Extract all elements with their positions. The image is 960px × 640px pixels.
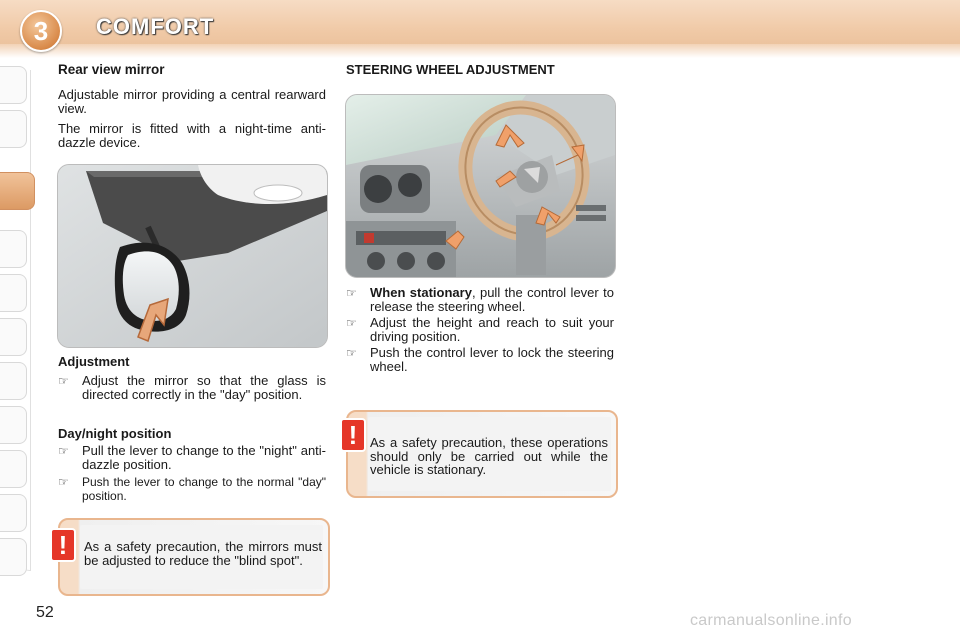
daynight-bullet-1-text: Pull the lever to change to the "night" anti-dazzle position. — [82, 443, 326, 472]
chapter-title: COMFORT — [96, 14, 215, 39]
daynight-bullet-1 — [58, 444, 326, 472]
steering-heading: STEERING WHEEL ADJUSTMENT — [346, 62, 555, 77]
mirror-warning-box — [58, 518, 330, 596]
steering-bullet-2-text: Adjust the height and reach to suit your driving position. — [370, 315, 614, 344]
chapter-tab-7[interactable] — [0, 362, 27, 400]
steering-illustration — [345, 94, 616, 278]
daynight-heading: Day/night position — [58, 426, 172, 441]
pointing-hand-icon: ☞ — [58, 374, 69, 388]
mirror-intro: Adjustable mirror providing a central rearward view. — [58, 87, 326, 116]
exclamation-warning-icon: ! — [342, 420, 364, 450]
mirror-illustration — [57, 164, 328, 348]
daynight-bullet-2-text: Push the lever to change to the normal "day" position. — [82, 475, 326, 503]
steering-warning-box — [346, 410, 618, 498]
mirror-heading: Rear view mirror — [58, 62, 165, 77]
steering-bullet-3-text: Push the control lever to lock the steering wheel. — [370, 345, 614, 374]
chapter-tab-5[interactable] — [0, 274, 27, 312]
steering-warning-text: As a safety precaution, these operations should only be carried out while the vehicle is stationary. — [370, 435, 608, 477]
pointing-hand-icon: ☞ — [346, 346, 357, 360]
chapter-tab-6[interactable] — [0, 318, 27, 356]
chapter-tab-2[interactable] — [0, 110, 27, 148]
steering-drawing — [346, 95, 615, 277]
chapter-tab-3-active[interactable] — [0, 172, 35, 210]
adjustment-bullet — [58, 374, 326, 402]
page-number: 52 — [36, 604, 54, 621]
pointing-hand-icon: ☞ — [58, 444, 69, 458]
adjustment-heading: Adjustment — [58, 354, 130, 369]
exclamation-warning-icon: ! — [52, 530, 74, 560]
pointing-hand-icon: ☞ — [346, 316, 357, 330]
header-fade — [0, 44, 960, 58]
watermark: carmanualsonline.info — [690, 612, 852, 629]
mirror-night-note: The mirror is fitted with a night-time anti-dazzle device. — [58, 121, 326, 150]
chapter-tab-10[interactable] — [0, 494, 27, 532]
chapter-tab-4[interactable] — [0, 230, 27, 268]
chapter-tab-11[interactable] — [0, 538, 27, 576]
chapter-tab-1[interactable] — [0, 66, 27, 104]
chapter-tab-9[interactable] — [0, 450, 27, 488]
steering-bullet-1-text: , pull the control lever to release the steering wheel. — [370, 285, 614, 314]
steering-bullet-3 — [346, 346, 614, 374]
side-chapter-tabs — [0, 66, 30, 574]
pointing-hand-icon: ☞ — [346, 286, 357, 300]
daynight-bullet-2 — [58, 475, 326, 503]
steering-bullet-2 — [346, 316, 614, 344]
mirror-warning-text: As a safety precaution, the mirrors must be adjusted to reduce the "blind spot". — [84, 539, 322, 568]
pointing-hand-icon: ☞ — [58, 475, 69, 489]
adjustment-bullet-text: Adjust the mirror so that the glass is directed correctly in the "day" position. — [82, 373, 326, 402]
mirror-drawing — [58, 165, 327, 347]
chapter-tab-8[interactable] — [0, 406, 27, 444]
steering-bullet-1 — [346, 286, 614, 314]
steering-bullet-1-bold: When stationary — [370, 285, 472, 300]
chapter-number-badge: 3 — [20, 10, 62, 52]
